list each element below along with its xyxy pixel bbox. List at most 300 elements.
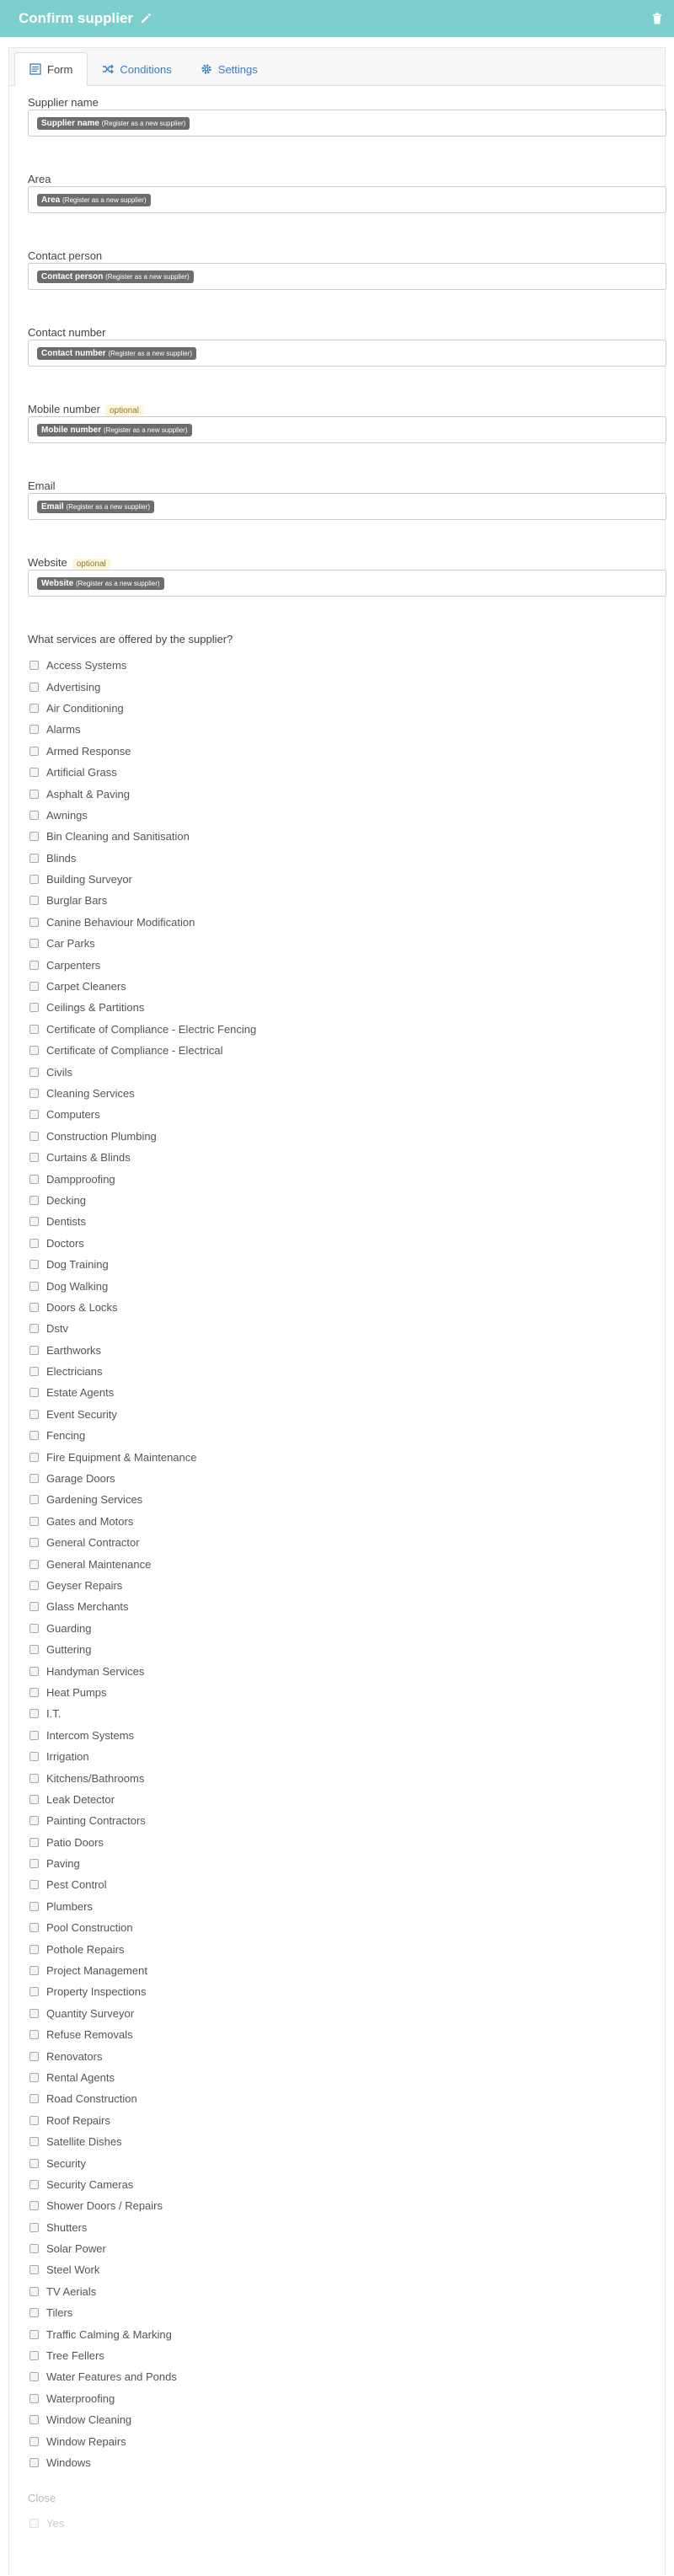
service-checkbox[interactable] xyxy=(29,1795,39,1804)
service-option-label: Tree Fellers xyxy=(46,2349,104,2363)
service-checkbox[interactable] xyxy=(29,1560,39,1569)
service-checkbox[interactable] xyxy=(29,2415,39,2424)
service-option-label: Pest Control xyxy=(46,1878,107,1892)
service-option[interactable] xyxy=(29,2088,655,2109)
service-checkbox[interactable] xyxy=(29,1153,39,1162)
service-option[interactable] xyxy=(29,869,655,890)
service-checkbox[interactable] xyxy=(29,896,39,905)
service-option-label: Garage Doors xyxy=(46,1472,115,1486)
service-option[interactable] xyxy=(29,2195,655,2216)
service-option-label: Electricians xyxy=(46,1365,103,1379)
tab-form-label: Form xyxy=(47,62,73,76)
service-checkbox[interactable] xyxy=(29,2351,39,2360)
service-checkbox[interactable] xyxy=(29,2265,39,2274)
service-option[interactable] xyxy=(29,1190,655,1211)
close-label: Close xyxy=(28,2492,56,2505)
merge-field-token[interactable]: Website (Register as a new supplier) xyxy=(37,577,164,590)
service-checkbox[interactable] xyxy=(29,683,39,692)
service-checkbox[interactable] xyxy=(29,1282,39,1291)
service-checkbox[interactable] xyxy=(29,2394,39,2403)
service-option[interactable] xyxy=(29,1596,655,1617)
service-checkbox[interactable] xyxy=(29,1431,39,1440)
service-checkbox[interactable] xyxy=(29,1453,39,1462)
service-option[interactable] xyxy=(29,1083,655,1104)
service-option-label: Pothole Repairs xyxy=(46,1942,125,1956)
form-content xyxy=(9,86,665,2576)
service-option[interactable] xyxy=(29,1404,655,1425)
service-option-label: Shower Doors / Repairs xyxy=(46,2199,163,2213)
service-option-label: Leak Detector xyxy=(46,1792,115,1806)
field-input-box[interactable] xyxy=(28,110,666,137)
service-option[interactable] xyxy=(29,1511,655,1532)
service-option[interactable] xyxy=(29,1318,655,1339)
service-checkbox[interactable] xyxy=(29,1046,39,1055)
service-option[interactable] xyxy=(29,1147,655,1168)
service-option[interactable] xyxy=(29,1168,655,1189)
service-checkbox[interactable] xyxy=(29,2052,39,2061)
service-option-label: Access Systems xyxy=(46,659,127,672)
service-checkbox[interactable] xyxy=(29,725,39,734)
service-option-label: Solar Power xyxy=(46,2242,106,2256)
service-option[interactable] xyxy=(29,719,655,740)
service-option[interactable] xyxy=(29,1660,655,1681)
service-checkbox[interactable] xyxy=(29,2094,39,2103)
service-option-label: Satellite Dishes xyxy=(46,2135,122,2149)
service-checkbox[interactable] xyxy=(29,2223,39,2232)
service-option-label: Dstv xyxy=(46,1322,68,1336)
services-checklist xyxy=(19,655,655,2473)
service-checkbox[interactable] xyxy=(29,2437,39,2446)
field-label: Website optional xyxy=(28,556,110,570)
service-checkbox[interactable] xyxy=(29,2180,39,2189)
service-option[interactable] xyxy=(29,954,655,975)
service-option-label: Building Surveyor xyxy=(46,873,132,886)
service-checkbox[interactable] xyxy=(29,1324,39,1333)
service-option[interactable] xyxy=(29,1126,655,1147)
service-option-label: Glass Merchants xyxy=(46,1600,129,1614)
service-option-label: Painting Contractors xyxy=(46,1814,146,1828)
service-option[interactable] xyxy=(29,1233,655,1254)
tab-settings[interactable] xyxy=(186,53,272,85)
field-label: Email xyxy=(28,479,56,492)
service-checkbox[interactable] xyxy=(29,1602,39,1611)
service-option-label: Ceilings & Partitions xyxy=(46,1001,145,1015)
service-option[interactable] xyxy=(29,2259,655,2280)
service-checkbox[interactable] xyxy=(29,2244,39,2253)
service-option[interactable] xyxy=(29,2110,655,2131)
service-option[interactable] xyxy=(29,2409,655,2430)
field-label: Mobile number optional xyxy=(28,403,143,416)
service-option-label: Carpet Cleaners xyxy=(46,980,126,993)
service-option[interactable] xyxy=(29,2452,655,2473)
merge-field-token[interactable]: Supplier name (Register as a new supplier) xyxy=(37,117,190,130)
service-checkbox[interactable] xyxy=(29,1838,39,1847)
service-checkbox[interactable] xyxy=(29,1110,39,1119)
service-option[interactable] xyxy=(29,2067,655,2088)
service-option-label: Handyman Services xyxy=(46,1664,145,1678)
service-checkbox[interactable] xyxy=(29,2030,39,2039)
service-option-label: Doors & Locks xyxy=(46,1300,118,1314)
service-option[interactable] xyxy=(29,1639,655,1660)
service-option[interactable] xyxy=(29,1040,655,1061)
service-option[interactable] xyxy=(29,1211,655,1232)
service-option-label: Certificate of Compliance - Electrical xyxy=(46,1044,223,1058)
service-option[interactable] xyxy=(29,1789,655,1810)
service-checkbox[interactable] xyxy=(29,1880,39,1889)
service-option[interactable] xyxy=(29,997,655,1018)
service-option[interactable] xyxy=(29,2430,655,2451)
service-option[interactable] xyxy=(29,2217,655,2238)
header-title-group xyxy=(19,10,152,27)
service-checkbox[interactable] xyxy=(29,1709,39,1718)
service-option-label: Estate Agents xyxy=(46,1386,115,1400)
service-option[interactable] xyxy=(29,1361,655,1382)
service-option[interactable] xyxy=(29,1874,655,1895)
service-option[interactable] xyxy=(29,912,655,933)
service-option-label: Civils xyxy=(46,1065,73,1079)
service-option[interactable] xyxy=(29,1917,655,1938)
service-option[interactable] xyxy=(29,1297,655,1318)
service-option[interactable] xyxy=(29,1575,655,1596)
service-checkbox[interactable] xyxy=(29,1003,39,1012)
field-input-box[interactable] xyxy=(28,493,666,520)
service-option[interactable] xyxy=(29,1896,655,1917)
service-checkbox[interactable] xyxy=(29,1966,39,1975)
service-option-label: Irrigation xyxy=(46,1750,89,1764)
service-option-label: Guttering xyxy=(46,1643,92,1657)
close-option-label: Yes xyxy=(46,2517,65,2530)
service-checkbox[interactable] xyxy=(29,1624,39,1633)
service-option-label: Computers xyxy=(46,1108,100,1122)
service-option-label: Bin Cleaning and Sanitisation xyxy=(46,830,190,843)
service-option-label: Fire Equipment & Maintenance xyxy=(46,1450,197,1464)
service-checkbox[interactable] xyxy=(29,1902,39,1911)
service-checkbox[interactable] xyxy=(29,939,39,948)
service-checkbox[interactable] xyxy=(29,1303,39,1312)
merge-field-token[interactable]: Email (Register as a new supplier) xyxy=(37,501,154,513)
service-checkbox[interactable] xyxy=(29,768,39,777)
service-option-label: Carpenters xyxy=(46,958,101,972)
service-option[interactable] xyxy=(29,1446,655,1467)
service-checkbox[interactable] xyxy=(29,1217,39,1226)
service-option-label: Road Construction xyxy=(46,2092,137,2106)
service-checkbox[interactable] xyxy=(29,790,39,799)
service-checkbox[interactable] xyxy=(29,1474,39,1483)
service-checkbox[interactable] xyxy=(29,2137,39,2146)
service-checkbox[interactable] xyxy=(29,2458,39,2467)
tab-form[interactable] xyxy=(14,52,88,86)
service-option[interactable] xyxy=(29,1810,655,1831)
service-option-label: Certificate of Compliance - Electric Fencing xyxy=(46,1022,257,1036)
service-option[interactable] xyxy=(29,1853,655,1874)
service-option[interactable] xyxy=(29,2345,655,2366)
service-checkbox[interactable] xyxy=(29,1859,39,1868)
service-option-label: Security Cameras xyxy=(46,2177,134,2191)
service-option[interactable] xyxy=(29,2302,655,2323)
service-checkbox[interactable] xyxy=(29,1645,39,1654)
service-checkbox[interactable] xyxy=(29,1945,39,1954)
service-checkbox[interactable] xyxy=(29,1517,39,1526)
service-option-label: Tilers xyxy=(46,2306,73,2320)
service-checkbox[interactable] xyxy=(29,1923,39,1932)
service-checkbox[interactable] xyxy=(29,704,39,713)
service-checkbox[interactable] xyxy=(29,1581,39,1590)
service-checkbox[interactable] xyxy=(29,961,39,970)
field-label: Supplier name xyxy=(28,96,99,109)
field-input-box[interactable] xyxy=(28,416,666,443)
service-option-label: Construction Plumbing xyxy=(46,1129,157,1143)
service-option-label: Traffic Calming & Marking xyxy=(46,2327,172,2341)
service-option[interactable] xyxy=(29,1767,655,1788)
service-option[interactable] xyxy=(29,2024,655,2045)
service-option-label: General Contractor xyxy=(46,1536,140,1550)
merge-field-token[interactable]: Contact person (Register as a new supplier) xyxy=(37,270,194,283)
service-checkbox[interactable] xyxy=(29,1025,39,1034)
service-option-label: Earthworks xyxy=(46,1343,102,1357)
service-option-label: Water Features and Ponds xyxy=(46,2370,177,2384)
service-option-label: Rental Agents xyxy=(46,2070,115,2084)
service-option-label: Dampproofing xyxy=(46,1172,115,1186)
service-checkbox[interactable] xyxy=(29,2073,39,2082)
service-option-label: Alarms xyxy=(46,723,81,736)
service-option-label: Decking xyxy=(46,1193,86,1207)
service-checkbox[interactable] xyxy=(29,1239,39,1248)
service-checkbox[interactable] xyxy=(29,1175,39,1184)
service-option[interactable] xyxy=(29,1489,655,1510)
service-option-label: Burglar Bars xyxy=(46,894,108,908)
field-mobile-number xyxy=(19,393,655,469)
service-option[interactable] xyxy=(29,890,655,911)
service-option-label: Doctors xyxy=(46,1236,84,1250)
field-input-box[interactable] xyxy=(28,263,666,290)
service-checkbox[interactable] xyxy=(29,1538,39,1547)
service-checkbox[interactable] xyxy=(29,1068,39,1077)
field-supplier-name xyxy=(19,86,655,163)
service-option-label: Intercom Systems xyxy=(46,1728,135,1742)
service-checkbox[interactable] xyxy=(29,1495,39,1504)
service-option[interactable] xyxy=(29,1425,655,1446)
service-checkbox[interactable] xyxy=(29,2116,39,2125)
field-label: Contact number xyxy=(28,326,106,339)
service-option[interactable] xyxy=(29,826,655,847)
service-option[interactable] xyxy=(29,741,655,762)
service-option-label: Patio Doors xyxy=(46,1835,104,1849)
service-option-label: Renovators xyxy=(46,2049,103,2063)
service-option[interactable] xyxy=(29,848,655,869)
service-checkbox[interactable] xyxy=(29,832,39,841)
service-option-label: Refuse Removals xyxy=(46,2028,133,2042)
service-option-label: TV Aerials xyxy=(46,2284,97,2298)
service-option-label: Security xyxy=(46,2156,86,2170)
gear-icon xyxy=(201,63,212,75)
service-checkbox[interactable] xyxy=(29,1816,39,1825)
service-option-label: Awnings xyxy=(46,808,88,822)
service-checkbox[interactable] xyxy=(29,2330,39,2339)
service-checkbox[interactable] xyxy=(29,747,39,756)
service-option-label: Dentists xyxy=(46,1215,86,1229)
service-checkbox[interactable] xyxy=(29,2372,39,2381)
service-checkbox[interactable] xyxy=(29,1987,39,1996)
service-option[interactable] xyxy=(29,1938,655,1959)
service-option-label: Plumbers xyxy=(46,1899,93,1913)
service-checkbox[interactable] xyxy=(29,1346,39,1355)
service-option[interactable] xyxy=(29,2131,655,2152)
trash-icon[interactable] xyxy=(652,13,662,24)
service-option[interactable] xyxy=(29,762,655,783)
pencil-icon[interactable] xyxy=(140,13,152,24)
service-checkbox[interactable] xyxy=(29,1688,39,1697)
service-checkbox[interactable] xyxy=(29,2287,39,2296)
service-checkbox[interactable] xyxy=(29,1388,39,1397)
service-option-label: Geyser Repairs xyxy=(46,1578,123,1592)
field-contact-number xyxy=(19,316,655,393)
service-option-label: Advertising xyxy=(46,680,101,694)
service-checkbox[interactable] xyxy=(29,1132,39,1141)
service-option[interactable] xyxy=(29,676,655,697)
service-option[interactable] xyxy=(29,805,655,826)
service-option-label: Dog Walking xyxy=(46,1279,109,1293)
service-option[interactable] xyxy=(29,2003,655,2024)
tab-settings-label: Settings xyxy=(217,62,258,76)
service-option-label: Waterproofing xyxy=(46,2391,115,2405)
service-checkbox[interactable] xyxy=(29,1774,39,1783)
service-option[interactable] xyxy=(29,1831,655,1852)
service-checkbox[interactable] xyxy=(29,1089,39,1098)
tab-conditions-label: Conditions xyxy=(120,62,172,76)
service-option-label: Guarding xyxy=(46,1621,92,1635)
service-option-label: Gates and Motors xyxy=(46,1514,134,1528)
service-option-label: Window Repairs xyxy=(46,2434,126,2448)
optional-badge: optional xyxy=(105,405,143,416)
service-checkbox[interactable] xyxy=(29,918,39,927)
tab-conditions[interactable] xyxy=(88,53,185,85)
service-checkbox[interactable] xyxy=(29,854,39,863)
field-input-box[interactable] xyxy=(28,186,666,213)
service-option[interactable] xyxy=(29,2281,655,2302)
service-option[interactable] xyxy=(29,1703,655,1724)
close-option[interactable] xyxy=(19,2517,655,2530)
service-option-label: Kitchens/Bathrooms xyxy=(46,1771,145,1785)
service-option-label: Project Management xyxy=(46,1964,147,1978)
service-option-label: Pool Construction xyxy=(46,1921,133,1935)
service-option[interactable] xyxy=(29,1275,655,1296)
service-option[interactable] xyxy=(29,1618,655,1639)
service-option[interactable] xyxy=(29,783,655,804)
service-option[interactable] xyxy=(29,1746,655,1767)
service-option-label: Car Parks xyxy=(46,937,95,951)
field-input-box[interactable] xyxy=(28,340,666,367)
shuffle-icon xyxy=(102,63,114,75)
service-checkbox[interactable] xyxy=(29,875,39,884)
service-option-label: Dog Training xyxy=(46,1258,109,1272)
service-option[interactable] xyxy=(29,2152,655,2173)
service-option[interactable] xyxy=(29,655,655,676)
field-label: Contact person xyxy=(28,249,103,262)
service-option-label: Air Conditioning xyxy=(46,701,124,715)
service-option[interactable] xyxy=(29,1725,655,1746)
service-checkbox[interactable] xyxy=(29,2308,39,2317)
service-option-label: Steel Work xyxy=(46,2263,100,2277)
service-option-label: Gardening Services xyxy=(46,1493,143,1507)
service-option[interactable] xyxy=(29,1254,655,1275)
service-option-label: Event Security xyxy=(46,1407,117,1421)
service-checkbox[interactable] xyxy=(29,1752,39,1761)
service-option-label: Roof Repairs xyxy=(46,2113,110,2127)
service-option[interactable] xyxy=(29,1981,655,2002)
service-checkbox[interactable] xyxy=(29,1260,39,1269)
service-option-label: Property Inspections xyxy=(46,1985,147,1999)
service-option-label: Shutters xyxy=(46,2220,88,2234)
form-icon xyxy=(29,63,41,75)
service-option[interactable] xyxy=(29,1382,655,1403)
service-option[interactable] xyxy=(29,2323,655,2344)
service-option[interactable] xyxy=(29,2238,655,2259)
field-email xyxy=(19,469,655,546)
service-option[interactable] xyxy=(29,2045,655,2066)
service-checkbox[interactable] xyxy=(29,2159,39,2168)
service-option-label: Canine Behaviour Modification xyxy=(46,915,195,929)
service-option[interactable] xyxy=(29,1340,655,1361)
service-checkbox[interactable] xyxy=(29,811,39,820)
service-option[interactable] xyxy=(29,2388,655,2409)
service-option-label: Windows xyxy=(46,2456,91,2469)
tab-bar xyxy=(9,48,665,86)
service-option-label: Curtains & Blinds xyxy=(46,1151,131,1165)
service-option-label: Paving xyxy=(46,1857,80,1871)
service-option-label: I.T. xyxy=(46,1707,62,1721)
service-checkbox[interactable] xyxy=(29,2201,39,2210)
service-checkbox[interactable] xyxy=(29,1196,39,1205)
service-option[interactable] xyxy=(29,1019,655,1040)
service-option-label: Blinds xyxy=(46,851,77,865)
optional-badge: optional xyxy=(72,559,110,570)
service-option-label: Fencing xyxy=(46,1429,86,1443)
close-yes-checkbox[interactable] xyxy=(29,2519,39,2528)
service-checkbox[interactable] xyxy=(29,2009,39,2018)
service-option[interactable] xyxy=(29,698,655,719)
service-option-label: Heat Pumps xyxy=(46,1685,107,1699)
service-option-label: Armed Response xyxy=(46,744,131,758)
service-option[interactable] xyxy=(29,933,655,954)
service-option[interactable] xyxy=(29,1960,655,1981)
form-builder-panel xyxy=(8,47,666,2575)
service-checkbox[interactable] xyxy=(29,661,39,670)
service-option-label: Asphalt & Paving xyxy=(46,787,131,801)
service-option[interactable] xyxy=(29,1682,655,1703)
service-option[interactable] xyxy=(29,976,655,997)
merge-field-token[interactable]: Mobile number (Register as a new supplier) xyxy=(37,424,192,436)
service-option[interactable] xyxy=(29,1061,655,1082)
merge-field-token[interactable]: Area (Register as a new supplier) xyxy=(37,194,151,206)
service-option[interactable] xyxy=(29,1553,655,1574)
service-checkbox[interactable] xyxy=(29,982,39,991)
service-checkbox[interactable] xyxy=(29,1410,39,1419)
service-checkbox[interactable] xyxy=(29,1731,39,1740)
service-checkbox[interactable] xyxy=(29,1667,39,1676)
page-title: Confirm supplier xyxy=(19,10,134,26)
service-option[interactable] xyxy=(29,1104,655,1125)
service-option[interactable] xyxy=(29,1532,655,1553)
service-option[interactable] xyxy=(29,2366,655,2387)
merge-field-token[interactable]: Contact number (Register as a new supplier) xyxy=(37,347,196,360)
field-contact-person xyxy=(19,239,655,316)
field-label: Area xyxy=(28,173,51,185)
service-option[interactable] xyxy=(29,1468,655,1489)
service-option[interactable] xyxy=(29,2174,655,2195)
service-checkbox[interactable] xyxy=(29,1367,39,1376)
field-website xyxy=(19,546,655,623)
field-input-box[interactable] xyxy=(28,570,666,597)
